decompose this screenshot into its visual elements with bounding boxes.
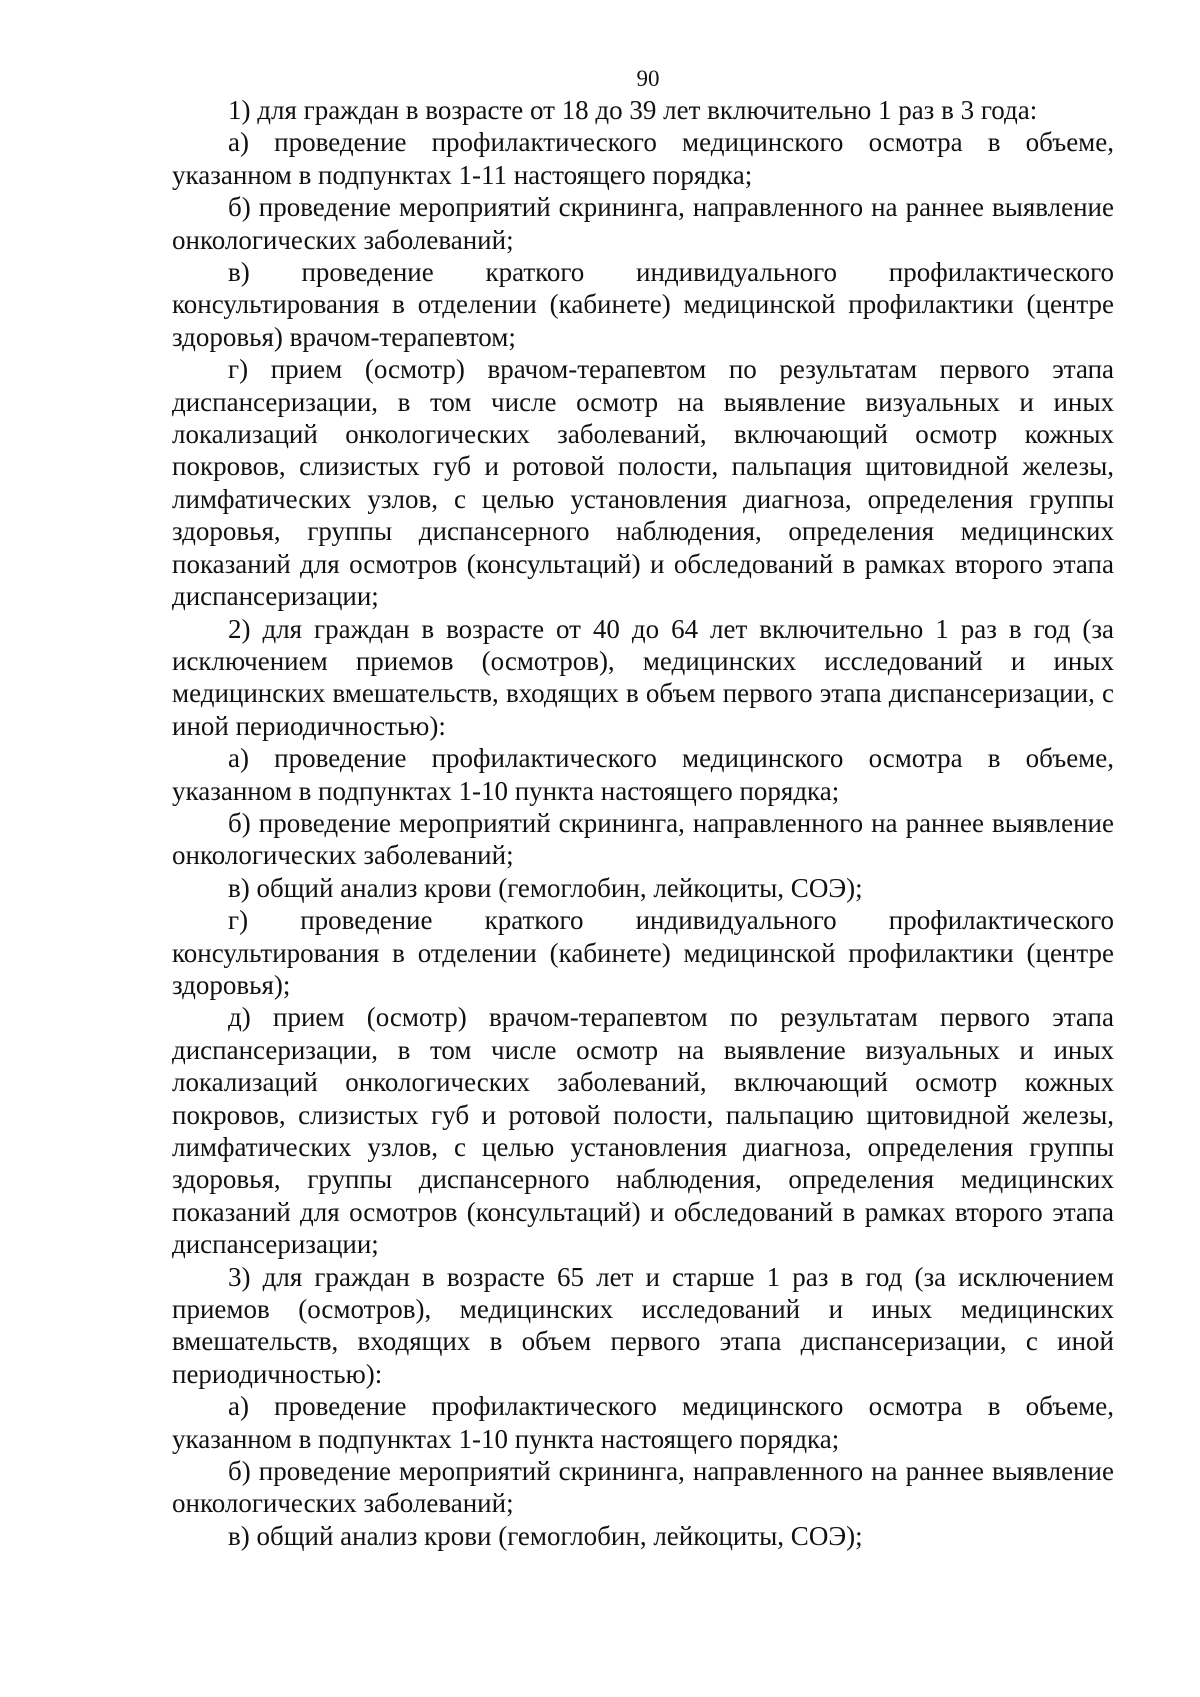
- paragraph-1b: б) проведение мероприятий скрининга, направленного на раннее выявление онкологических заболеваний;: [172, 192, 1114, 255]
- page-number: 90: [636, 66, 660, 91]
- paragraph-1g: г) прием (осмотр) врачом-терапевтом по результатам первого этапа диспансеризации, в том числе осмотр на выявление визуальных и иных локализаций онкологических заболеваний, включающий осмотр кожных покровов, слизистых губ и ротовой полости, пальпация щитовидной железы, лимфатических узлов, с целью установления диагноза, определения группы здоровья, группы диспансерного наблюдения, определения медицинских показаний для осмотров (консультаций) и обследований в рамках второго этапа диспансеризации;: [172, 354, 1114, 612]
- paragraph-1a: а) проведение профилактического медицинского осмотра в объеме, указанном в подпунктах 1-11 настоящего порядка;: [172, 127, 1114, 190]
- paragraph-age-65-plus: 3) для граждан в возрасте 65 лет и старше 1 раз в год (за исключением приемов (осмотров), медицинских исследований и иных медицинских вмешательств, входящих в объем первого этапа диспансеризации, с иной периодичностью):: [172, 1261, 1114, 1389]
- document-body: [172, 94, 1114, 1552]
- paragraph-age-18-39: 1) для граждан в возрасте от 18 до 39 лет включительно 1 раз в 3 года:: [228, 95, 1038, 125]
- paragraph-age-40-64: 2) для граждан в возрасте от 40 до 64 лет включительно 1 раз в год (за исключением приемов (осмотров), медицинских исследований и иных медицинских вмешательств, входящих в объем первого этапа диспансеризации, с иной периодичностью):: [172, 613, 1114, 741]
- paragraph-2g: г) проведение краткого индивидуального профилактического консультирования в отделении (кабинете) медицинской профилактики (центре здоровья);: [172, 905, 1114, 1000]
- paragraph-3v: в) общий анализ крови (гемоглобин, лейкоциты, СОЭ);: [228, 1520, 863, 1551]
- paragraph-2a: а) проведение профилактического медицинского осмотра в объеме, указанном в подпунктах 1-10 пункта настоящего порядка;: [172, 743, 1114, 806]
- paragraph-3a: а) проведение профилактического медицинского осмотра в объеме, указанном в подпунктах 1-10 пункта настоящего порядка;: [172, 1391, 1114, 1454]
- paragraph-2v: в) общий анализ крови (гемоглобин, лейкоциты, СОЭ);: [228, 872, 863, 903]
- paragraph-2d: д) прием (осмотр) врачом-терапевтом по результатам первого этапа диспансеризации, в том числе осмотр на выявление визуальных и иных локализаций онкологических заболеваний, включающий осмотр кожных покровов, слизистых губ и ротовой полости, пальпацию щитовидной железы, лимфатических узлов, с целью установления диагноза, определения группы здоровья, группы диспансерного наблюдения, определения медицинских показаний для осмотров (консультаций) и обследований в рамках второго этапа диспансеризации;: [172, 1002, 1114, 1260]
- paragraph-1v: в) проведение краткого индивидуального профилактического консультирования в отделении (кабинете) медицинской профилактики (центре здоровья) врачом-терапевтом;: [172, 257, 1114, 352]
- paragraph-3b: б) проведение мероприятий скрининга, направленного на раннее выявление онкологических заболеваний;: [172, 1456, 1114, 1519]
- paragraph-2b: б) проведение мероприятий скрининга, направленного на раннее выявление онкологических заболеваний;: [172, 807, 1114, 871]
